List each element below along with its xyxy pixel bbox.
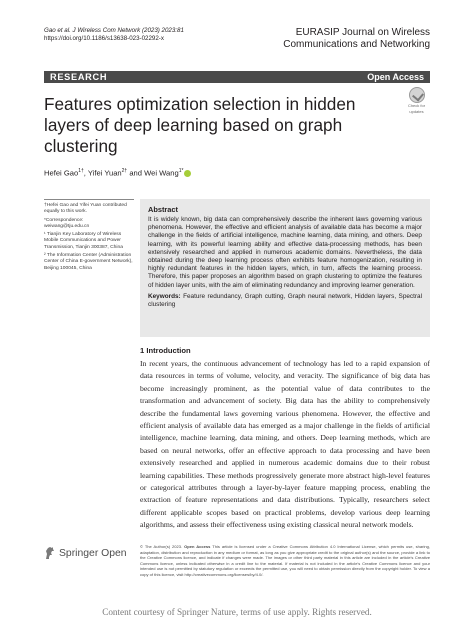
affiliation-2: ² The Information Center (Administration Center of China E-government Network), Beijing 100045, China bbox=[44, 253, 133, 271]
article-title: Features optimization selection in hidden layers of deep learning based on graph clustering bbox=[44, 94, 356, 156]
keywords-label: Keywords: bbox=[148, 292, 181, 300]
journal-name-line1: EURASIP Journal on Wireless bbox=[295, 27, 430, 38]
correspondence-email[interactable]: weiwang@tju.edu.cn bbox=[44, 223, 90, 229]
correspondence-label: *Correspondence: bbox=[44, 217, 84, 223]
author-name[interactable]: Yifei Yuan bbox=[87, 168, 122, 178]
introduction-heading: 1 Introduction bbox=[140, 346, 191, 355]
journal-name-line2: Communications and Networking bbox=[283, 39, 430, 50]
keywords-list: Feature redundancy, Graph cutting, Graph neural network, Hidden layers, Spectral clustering bbox=[148, 292, 422, 309]
license-open-access: Open Access bbox=[184, 544, 211, 549]
author-separator: , bbox=[83, 168, 88, 178]
open-access-label: Open Access bbox=[367, 72, 424, 82]
affiliation-1: ¹ Tianjin Key Laboratory of Wireless Mobile Communications and Power Transmission, Tianjin 300387, China bbox=[44, 232, 123, 250]
check-for-updates-icon bbox=[409, 87, 425, 103]
publisher-name: Springer Open bbox=[59, 548, 127, 559]
section-label: RESEARCH bbox=[50, 72, 108, 82]
author-list bbox=[44, 166, 191, 179]
author-affiliation-mark: 1* bbox=[178, 168, 184, 174]
license-copyright: © The Author(s) 2023. bbox=[140, 544, 183, 549]
journal-name bbox=[230, 27, 430, 51]
author-affiliation-mark: 1† bbox=[78, 168, 84, 174]
abstract-heading: Abstract bbox=[148, 205, 178, 214]
author-affiliation-mark: 2† bbox=[121, 168, 128, 174]
license-notice bbox=[140, 544, 430, 577]
sidebar-divider bbox=[44, 199, 134, 200]
equal-contribution-note: †Hefei Gao and Yifei Yuan contributed equally to this work. bbox=[44, 203, 127, 215]
orcid-icon[interactable] bbox=[184, 170, 191, 177]
author-name[interactable]: Hefei Gao bbox=[44, 168, 79, 178]
updates-label-line2: updates bbox=[409, 108, 424, 114]
article-type-banner bbox=[44, 71, 430, 83]
license-text: This article is licensed under a Creative Commons Attribution 4.0 International License, which permits use, sharing, adaptation, distribution and reproduction in any medium or format, as long as you give appropriate credit to the original author(s) and the source, provide a link to the Creative Commons licence, and indicate if changes were made. The images or other third party material in this article are included in the article's Creative Commons licence, unless indicated otherwise in a credit line to the material. If material is not included in the article's Creative Commons licence and your intended use is not permitted by statutory regulation or exceeds the permitted use, you will need to obtain permission directly from the copyright holder. To view a copy of this licence, visit http://creativecommons.org/licenses/by/4.0/. bbox=[140, 544, 430, 577]
springer-horse-logo bbox=[44, 546, 56, 560]
citation-line: Gao et al. J Wireless Com Network (2023) 2023:81 bbox=[44, 27, 184, 34]
introduction-text: In recent years, the continuous advancement of technology has led to a rapid expansion of data resources in terms of volume, velocity, and veracity. The significance of big data has become increasingly prominent, as the potential value of data contributes to the transformation and advancement of society. Big data has the ability to comprehensively describe the fundamental laws governing various phenomena. However, the effective and efficient analysis of available data has emerged as a major challenge in the fields of artificial intelligence, machine learning, data mining, and others. Deep learning methods, which are based on neural networks, offer an effective approach to data processing and have been extensively researched and applied in numerous academic domains due to their robust learning capabilities. These methods progressively generate more abstract high-level features or categorical attributes through a layer-by-layer feature mapping process, enabling the extraction of feature representations and data distributions. Typically, researchers select different applicable scopes based on practical problems, develop various deep learning algorithms, and assess their effectiveness using existing classical neural network models. bbox=[140, 359, 430, 530]
abstract-box bbox=[140, 199, 430, 337]
citation-header bbox=[44, 27, 184, 43]
courtesy-line: Content courtesy of Springer Nature, terms of use apply. Rights reserved. bbox=[102, 607, 372, 617]
author-separator: and bbox=[127, 168, 145, 178]
check-for-updates-badge[interactable] bbox=[403, 87, 430, 113]
doi-link[interactable]: https://doi.org/10.1186/s13638-023-02292-x bbox=[44, 35, 164, 42]
abstract-text: It is widely known, big data can comprehensively describe the inherent laws governing various phenomena. However, the effective and efficient analysis of available data has become a major challenge in the fields of artificial intelligence, machine learning, data mining, and others. Deep learning, with its powerful learning ability and effective data-processing methods, has been extensively researched and applied in numerous academic domains. Nevertheless, the data obtained during the deep learning process often exhibits feature homogenization, resulting in highly redundant features in the hidden layers, which, in turn, affects the learning process. Therefore, this paper proposes an algorithm based on graph clustering to optimize the features of hidden layer units, with the aim of eliminating redundancy and improving learner generation. bbox=[148, 216, 422, 289]
springer-open-logo bbox=[44, 544, 136, 564]
keywords bbox=[148, 293, 422, 309]
updates-label-line1: Check for bbox=[407, 103, 426, 108]
author-notes-sidebar bbox=[44, 199, 134, 274]
author-name[interactable]: Wei Wang bbox=[144, 168, 179, 178]
